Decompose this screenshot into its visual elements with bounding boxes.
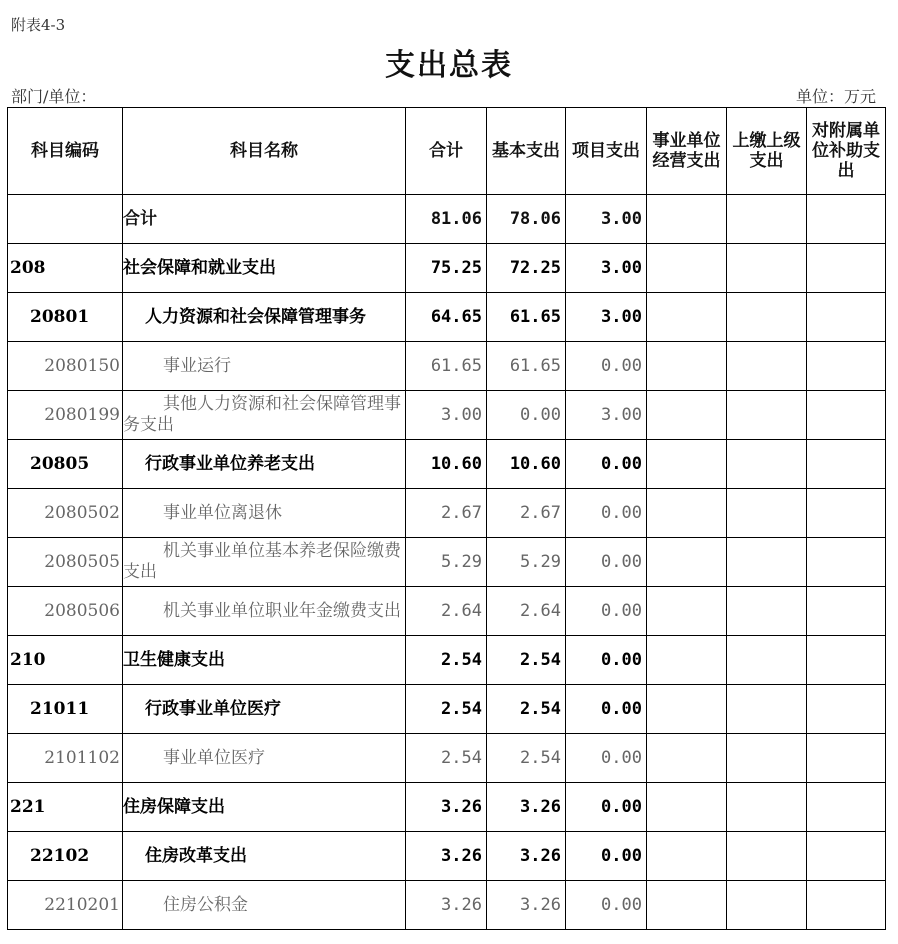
cell-name: 住房改革支出 bbox=[123, 832, 406, 881]
page-title: 支出总表 bbox=[385, 48, 513, 83]
cell-basic: 2.54 bbox=[487, 734, 566, 783]
column-header-business: 事业单位经营支出 bbox=[647, 108, 727, 195]
cell-code: 2210201 bbox=[8, 881, 123, 930]
cell-subsidy bbox=[807, 881, 886, 930]
cell-total: 3.26 bbox=[406, 832, 487, 881]
cell-business bbox=[647, 636, 727, 685]
cell-code: 20801 bbox=[8, 293, 123, 342]
cell-remit bbox=[727, 489, 807, 538]
cell-total: 3.00 bbox=[406, 391, 487, 440]
cell-code: 2080502 bbox=[8, 489, 123, 538]
cell-business bbox=[647, 440, 727, 489]
cell-business bbox=[647, 342, 727, 391]
cell-project: 0.00 bbox=[566, 538, 647, 587]
cell-project: 0.00 bbox=[566, 734, 647, 783]
cell-business bbox=[647, 783, 727, 832]
column-header-total: 合计 bbox=[406, 108, 487, 195]
cell-remit bbox=[727, 685, 807, 734]
cell-total: 3.26 bbox=[406, 881, 487, 930]
cell-name: 行政事业单位养老支出 bbox=[123, 440, 406, 489]
cell-total: 2.54 bbox=[406, 636, 487, 685]
cell-project: 3.00 bbox=[566, 293, 647, 342]
cell-remit bbox=[727, 881, 807, 930]
cell-total: 64.65 bbox=[406, 293, 487, 342]
cell-basic: 2.54 bbox=[487, 636, 566, 685]
cell-name: 行政事业单位医疗 bbox=[123, 685, 406, 734]
cell-name: 住房保障支出 bbox=[123, 783, 406, 832]
cell-code: 21011 bbox=[8, 685, 123, 734]
cell-name: 事业单位离退休 bbox=[123, 489, 406, 538]
cell-remit bbox=[727, 391, 807, 440]
cell-total: 81.06 bbox=[406, 195, 487, 244]
cell-remit bbox=[727, 538, 807, 587]
table-row bbox=[8, 195, 886, 244]
cell-code: 2080505 bbox=[8, 538, 123, 587]
cell-basic: 2.54 bbox=[487, 685, 566, 734]
cell-subsidy bbox=[807, 342, 886, 391]
cell-remit bbox=[727, 832, 807, 881]
table-row bbox=[8, 832, 886, 881]
cell-basic: 2.67 bbox=[487, 489, 566, 538]
cell-basic: 72.25 bbox=[487, 244, 566, 293]
cell-basic: 78.06 bbox=[487, 195, 566, 244]
cell-project: 0.00 bbox=[566, 440, 647, 489]
cell-subsidy bbox=[807, 587, 886, 636]
column-header-code: 科目编码 bbox=[8, 108, 123, 195]
cell-subsidy bbox=[807, 293, 886, 342]
cell-subsidy bbox=[807, 391, 886, 440]
table-header-row bbox=[8, 108, 886, 195]
cell-business bbox=[647, 391, 727, 440]
cell-name: 机关事业单位基本养老保险缴费支出 bbox=[123, 538, 406, 587]
cell-business bbox=[647, 881, 727, 930]
cell-basic: 61.65 bbox=[487, 293, 566, 342]
cell-project: 0.00 bbox=[566, 783, 647, 832]
annex-label: 附表4-3 bbox=[11, 16, 66, 34]
cell-name: 社会保障和就业支出 bbox=[123, 244, 406, 293]
cell-subsidy bbox=[807, 538, 886, 587]
department-label: 部门/单位： bbox=[11, 87, 97, 106]
cell-code: 2101102 bbox=[8, 734, 123, 783]
table-row bbox=[8, 391, 886, 440]
table-row bbox=[8, 342, 886, 391]
cell-total: 61.65 bbox=[406, 342, 487, 391]
table-row bbox=[8, 440, 886, 489]
cell-name: 事业单位医疗 bbox=[123, 734, 406, 783]
cell-remit bbox=[727, 587, 807, 636]
cell-project: 0.00 bbox=[566, 489, 647, 538]
cell-total: 2.67 bbox=[406, 489, 487, 538]
column-header-name: 科目名称 bbox=[123, 108, 406, 195]
cell-code: 2080199 bbox=[8, 391, 123, 440]
cell-subsidy bbox=[807, 195, 886, 244]
cell-name: 合计 bbox=[123, 195, 406, 244]
cell-basic: 3.26 bbox=[487, 783, 566, 832]
cell-code: 2080150 bbox=[8, 342, 123, 391]
table-row bbox=[8, 538, 886, 587]
table-row bbox=[8, 636, 886, 685]
cell-name: 人力资源和社会保障管理事务 bbox=[123, 293, 406, 342]
cell-basic: 2.64 bbox=[487, 587, 566, 636]
cell-business bbox=[647, 244, 727, 293]
unit-label: 单位：万元 bbox=[796, 87, 877, 106]
cell-basic: 0.00 bbox=[487, 391, 566, 440]
table-row bbox=[8, 244, 886, 293]
cell-business bbox=[647, 832, 727, 881]
cell-code bbox=[8, 195, 123, 244]
cell-total: 5.29 bbox=[406, 538, 487, 587]
cell-total: 10.60 bbox=[406, 440, 487, 489]
cell-remit bbox=[727, 195, 807, 244]
cell-code: 221 bbox=[8, 783, 123, 832]
cell-remit bbox=[727, 636, 807, 685]
cell-project: 3.00 bbox=[566, 244, 647, 293]
cell-project: 0.00 bbox=[566, 636, 647, 685]
table-row bbox=[8, 587, 886, 636]
cell-name: 机关事业单位职业年金缴费支出 bbox=[123, 587, 406, 636]
cell-subsidy bbox=[807, 244, 886, 293]
cell-business bbox=[647, 685, 727, 734]
cell-business bbox=[647, 293, 727, 342]
cell-basic: 3.26 bbox=[487, 832, 566, 881]
cell-remit bbox=[727, 783, 807, 832]
cell-total: 2.64 bbox=[406, 587, 487, 636]
cell-remit bbox=[727, 342, 807, 391]
cell-basic: 3.26 bbox=[487, 881, 566, 930]
cell-business bbox=[647, 489, 727, 538]
cell-subsidy bbox=[807, 685, 886, 734]
table-row bbox=[8, 783, 886, 832]
cell-business bbox=[647, 538, 727, 587]
cell-project: 0.00 bbox=[566, 881, 647, 930]
cell-project: 3.00 bbox=[566, 391, 647, 440]
column-header-remit: 上缴上级支出 bbox=[727, 108, 807, 195]
cell-total: 3.26 bbox=[406, 783, 487, 832]
cell-code: 22102 bbox=[8, 832, 123, 881]
table-row bbox=[8, 293, 886, 342]
cell-name: 事业运行 bbox=[123, 342, 406, 391]
table-row bbox=[8, 489, 886, 538]
cell-business bbox=[647, 734, 727, 783]
table-body bbox=[8, 195, 886, 930]
cell-total: 2.54 bbox=[406, 734, 487, 783]
cell-basic: 61.65 bbox=[487, 342, 566, 391]
cell-remit bbox=[727, 734, 807, 783]
cell-project: 0.00 bbox=[566, 342, 647, 391]
cell-code: 208 bbox=[8, 244, 123, 293]
cell-project: 0.00 bbox=[566, 685, 647, 734]
cell-project: 0.00 bbox=[566, 832, 647, 881]
cell-basic: 5.29 bbox=[487, 538, 566, 587]
cell-remit bbox=[727, 440, 807, 489]
cell-remit bbox=[727, 293, 807, 342]
cell-subsidy bbox=[807, 489, 886, 538]
cell-business bbox=[647, 587, 727, 636]
cell-remit bbox=[727, 244, 807, 293]
cell-subsidy bbox=[807, 832, 886, 881]
cell-subsidy bbox=[807, 440, 886, 489]
column-header-project: 项目支出 bbox=[566, 108, 647, 195]
table-row bbox=[8, 881, 886, 930]
column-header-basic: 基本支出 bbox=[487, 108, 566, 195]
table-row bbox=[8, 734, 886, 783]
cell-total: 75.25 bbox=[406, 244, 487, 293]
column-header-subsidy: 对附属单位补助支出 bbox=[807, 108, 886, 195]
cell-project: 3.00 bbox=[566, 195, 647, 244]
cell-subsidy bbox=[807, 734, 886, 783]
cell-subsidy bbox=[807, 636, 886, 685]
cell-name: 住房公积金 bbox=[123, 881, 406, 930]
expenditure-table bbox=[7, 107, 886, 930]
cell-name: 其他人力资源和社会保障管理事务支出 bbox=[123, 391, 406, 440]
cell-total: 2.54 bbox=[406, 685, 487, 734]
cell-project: 0.00 bbox=[566, 587, 647, 636]
cell-code: 210 bbox=[8, 636, 123, 685]
cell-code: 20805 bbox=[8, 440, 123, 489]
cell-basic: 10.60 bbox=[487, 440, 566, 489]
cell-subsidy bbox=[807, 783, 886, 832]
cell-name: 卫生健康支出 bbox=[123, 636, 406, 685]
table-row bbox=[8, 685, 886, 734]
cell-business bbox=[647, 195, 727, 244]
cell-code: 2080506 bbox=[8, 587, 123, 636]
